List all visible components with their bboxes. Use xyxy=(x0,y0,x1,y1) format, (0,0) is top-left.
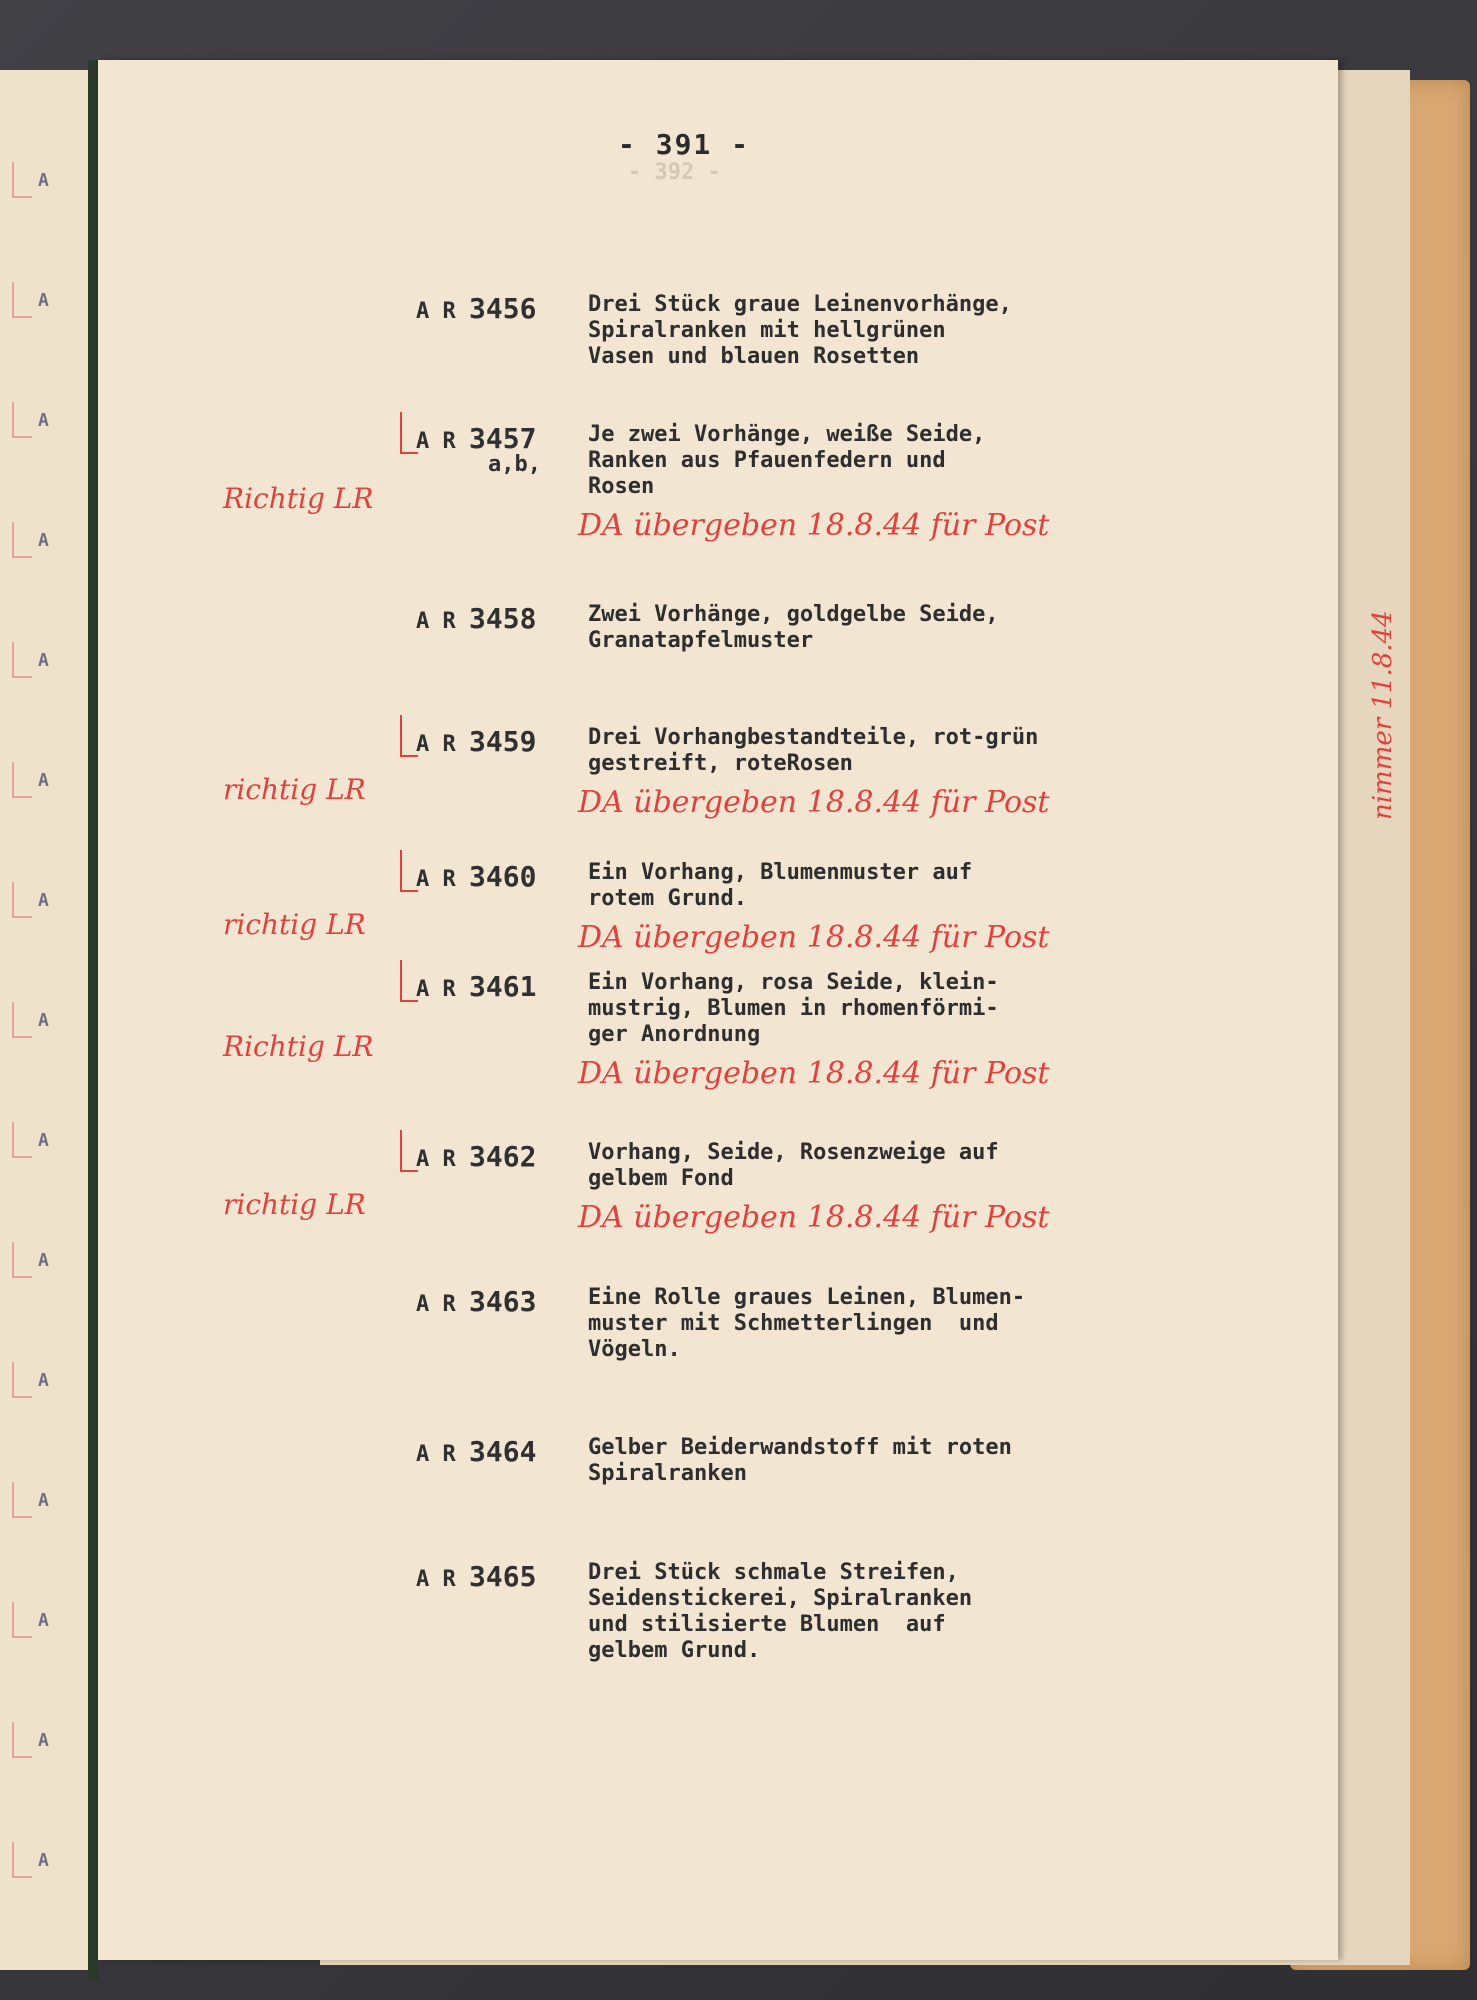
richtig-annotation: richtig LR xyxy=(223,1188,366,1221)
description-line: Vorhang, Seide, Rosenzweige auf xyxy=(588,1140,999,1165)
entry-number: 3461 xyxy=(469,970,537,1003)
entry-number: 3456 xyxy=(469,292,537,325)
description-line: Drei Vorhangbestandteile, rot-grün xyxy=(588,725,1039,750)
previous-page-mark: A xyxy=(38,1490,49,1511)
description-line: gelbem Grund. xyxy=(588,1638,761,1663)
entry-description xyxy=(588,860,1188,912)
previous-page-bracket xyxy=(12,1002,32,1038)
description-line: Seidenstickerei, Spiralranken xyxy=(588,1586,973,1611)
entry-description xyxy=(588,1140,1188,1192)
previous-page-mark: A xyxy=(38,1370,49,1391)
description-line: Ein Vorhang, rosa Seide, klein- xyxy=(588,970,999,995)
document-page xyxy=(98,60,1338,1960)
previous-page-bracket xyxy=(12,1122,32,1158)
previous-page-bracket xyxy=(12,882,32,918)
previous-page-edge xyxy=(0,70,97,1970)
previous-page-mark: A xyxy=(38,770,49,791)
richtig-annotation: richtig LR xyxy=(223,773,366,806)
description-line: Vasen und blauen Rosetten xyxy=(588,344,920,369)
previous-page-bracket xyxy=(12,762,32,798)
entry-description xyxy=(588,602,1188,654)
entry-number: 3464 xyxy=(469,1435,537,1468)
description-line: muster mit Schmetterlingen und xyxy=(588,1311,999,1336)
previous-page-mark: A xyxy=(38,290,49,311)
entry-prefix: A R xyxy=(416,1147,456,1172)
richtig-annotation: Richtig LR xyxy=(223,482,374,515)
right-margin-note xyxy=(1360,440,1400,820)
description-line: Zwei Vorhänge, goldgelbe Seide, xyxy=(588,602,999,627)
page-number: - 391 - xyxy=(618,128,751,161)
ubergeben-annotation: DA übergeben 18.8.44 für Post xyxy=(578,1200,1050,1235)
entry-number: 3463 xyxy=(469,1285,537,1318)
previous-page-bracket xyxy=(12,282,32,318)
entry-prefix: A R xyxy=(416,867,456,892)
description-line: ger Anordnung xyxy=(588,1022,761,1047)
description-line: mustrig, Blumen in rhomenförmi- xyxy=(588,996,999,1021)
previous-page-mark: A xyxy=(38,410,49,431)
entry-description xyxy=(588,725,1188,777)
entry-prefix: A R xyxy=(416,732,456,757)
description-line: Je zwei Vorhänge, weiße Seide, xyxy=(588,422,986,447)
entry-prefix: A R xyxy=(416,609,456,634)
previous-page-mark: A xyxy=(38,1010,49,1031)
entry-code xyxy=(416,1140,536,1173)
previous-page-bracket xyxy=(12,1242,32,1278)
entry-code xyxy=(416,970,536,1003)
entry-code xyxy=(416,292,536,325)
right-margin-note-text: nimmer 11.8.44 xyxy=(1368,610,1398,820)
description-line: Drei Stück graue Leinenvorhänge, xyxy=(588,292,1012,317)
description-line: Vögeln. xyxy=(588,1337,681,1362)
entry-code xyxy=(416,602,536,635)
previous-page-mark: A xyxy=(38,1850,49,1871)
entry-description xyxy=(588,1285,1188,1363)
richtig-annotation: richtig LR xyxy=(223,908,366,941)
book-spine xyxy=(88,60,98,1980)
entry-prefix: A R xyxy=(416,977,456,1002)
ghost-page-number: - 392 - xyxy=(628,160,721,185)
entry-description xyxy=(588,422,1188,500)
description-line: Gelber Beiderwandstoff mit roten xyxy=(588,1435,1012,1460)
description-line: Drei Stück schmale Streifen, xyxy=(588,1560,959,1585)
previous-page-mark: A xyxy=(38,170,49,191)
entry-code xyxy=(416,1285,536,1318)
description-line: Eine Rolle graues Leinen, Blumen- xyxy=(588,1285,1026,1310)
description-line: Ein Vorhang, Blumenmuster auf xyxy=(588,860,973,885)
entry-number: 3465 xyxy=(469,1560,537,1593)
entry-prefix: A R xyxy=(416,1567,456,1592)
previous-page-bracket xyxy=(12,1602,32,1638)
previous-page-bracket xyxy=(12,402,32,438)
previous-page-mark: A xyxy=(38,890,49,911)
previous-page-bracket xyxy=(12,642,32,678)
entry-number: 3462 xyxy=(469,1140,537,1173)
previous-page-bracket xyxy=(12,1842,32,1878)
previous-page-bracket xyxy=(12,1722,32,1758)
description-line: Rosen xyxy=(588,474,655,499)
description-line: und stilisierte Blumen auf xyxy=(588,1612,946,1637)
entry-description xyxy=(588,1560,1188,1664)
previous-page-mark: A xyxy=(38,1610,49,1631)
description-line: rotem Grund. xyxy=(588,886,747,911)
entry-prefix: A R xyxy=(416,1292,456,1317)
previous-page-bracket xyxy=(12,162,32,198)
previous-page-mark: A xyxy=(38,530,49,551)
ubergeben-annotation: DA übergeben 18.8.44 für Post xyxy=(578,920,1050,955)
entry-description xyxy=(588,292,1188,370)
ubergeben-annotation: DA übergeben 18.8.44 für Post xyxy=(578,508,1050,543)
entry-number: 3457 xyxy=(469,422,537,455)
entry-description xyxy=(588,970,1188,1048)
previous-page-mark: A xyxy=(38,650,49,671)
description-line: Granatapfelmuster xyxy=(588,628,814,653)
entry-code xyxy=(416,422,536,455)
entry-number: 3460 xyxy=(469,860,537,893)
richtig-annotation: Richtig LR xyxy=(223,1030,374,1063)
entry-number: 3459 xyxy=(469,725,537,758)
previous-page-bracket xyxy=(12,522,32,558)
previous-page-mark: A xyxy=(38,1730,49,1751)
entry-code xyxy=(416,1560,536,1593)
entry-prefix: A R xyxy=(416,429,456,454)
entry-description xyxy=(588,1435,1188,1487)
previous-page-bracket xyxy=(12,1482,32,1518)
description-line: Spiralranken xyxy=(588,1461,747,1486)
description-line: Ranken aus Pfauenfedern und xyxy=(588,448,946,473)
previous-page-bracket xyxy=(12,1362,32,1398)
entry-code xyxy=(416,1435,536,1468)
ubergeben-annotation: DA übergeben 18.8.44 für Post xyxy=(578,1056,1050,1091)
entry-subnumber: a,b, xyxy=(488,452,541,477)
entry-number: 3458 xyxy=(469,602,537,635)
description-line: gestreift, roteRosen xyxy=(588,751,853,776)
entry-prefix: A R xyxy=(416,299,456,324)
description-line: Spiralranken mit hellgrünen xyxy=(588,318,946,343)
ubergeben-annotation: DA übergeben 18.8.44 für Post xyxy=(578,785,1050,820)
description-line: gelbem Fond xyxy=(588,1166,734,1191)
previous-page-mark: A xyxy=(38,1130,49,1151)
previous-page-mark: A xyxy=(38,1250,49,1271)
entry-prefix: A R xyxy=(416,1442,456,1467)
entry-code xyxy=(416,860,536,893)
entry-code xyxy=(416,725,536,758)
